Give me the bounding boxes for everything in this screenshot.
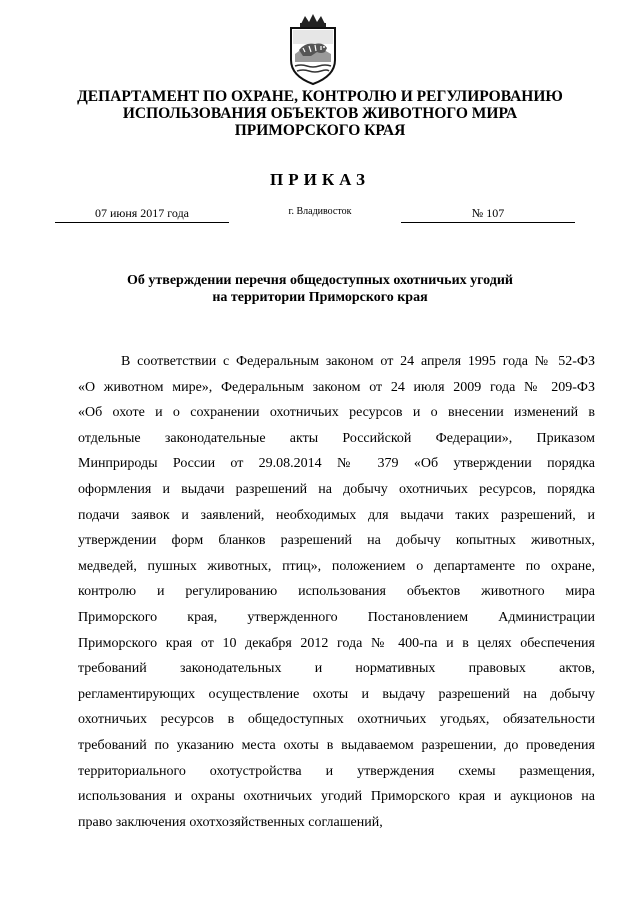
department-name	[60, 88, 580, 139]
department-line-1: ДЕПАРТАМЕНТ ПО ОХРАНЕ, КОНТРОЛЮ И РЕГУЛИРОВАНИЮ	[77, 88, 563, 105]
department-line-3: ПРИМОРСКОГО КРАЯ	[234, 122, 406, 139]
body-line: право заключения охотхозяйственных соглашений,	[78, 814, 383, 830]
body-line: территориального охотустройства и утверждения схемы размещения,	[78, 763, 595, 779]
body-line: требований законодательных и нормативных правовых актов,	[78, 661, 595, 677]
body-line: Минприроды России от 29.08.2014 № 379 «Об утверждении порядка	[78, 456, 595, 472]
body-line: требований по указанию места охоты в выдаваемом разрешении, до проведения	[78, 737, 595, 753]
order-date: 07 июня 2017 года	[55, 206, 229, 223]
order-title: ПРИКАЗ	[270, 170, 370, 189]
body-line: «Об охоте и о сохранении охотничьих ресурсов и о внесении изменений в	[78, 405, 595, 421]
body-line: подачи заявок и заявлений, необходимых для выдачи таких разрешений, и	[78, 507, 595, 523]
body-line: Приморского края от 10 декабря 2012 года № 400-па и в целях обеспечения	[78, 635, 595, 651]
department-line-2: ИСПОЛЬЗОВАНИЯ ОБЪЕКТОВ ЖИВОТНОГО МИРА	[122, 105, 518, 122]
body-line: использования и охраны охотничьих угодий Приморского края и аукционов на	[78, 789, 595, 805]
order-subject	[80, 272, 560, 306]
body-line: регламентирующих осуществление охоты и выдачу разрешений на добычу	[78, 686, 595, 702]
body-line: оформления и выдачи разрешений на добычу охотничьих ресурсов, порядка	[78, 481, 595, 497]
primorsky-coat-of-arms-icon	[281, 14, 345, 86]
order-number: № 107	[401, 206, 575, 223]
body-line: охотничьих ресурсов в общедоступных охотничьих угодьях, обязательности	[78, 712, 595, 728]
body-line: «О животном мире», Федеральным законом от 24 июля 2009 года № 209-ФЗ	[78, 379, 595, 395]
body-line: Приморского края, утвержденного Постановлением Администрации	[78, 609, 595, 625]
order-body	[78, 349, 595, 835]
body-line: В соответствии с Федеральным законом от 24 апреля 1995 года № 52-ФЗ	[121, 354, 595, 369]
body-line: отдельные законодательные акты Российской Федерации», Приказом	[78, 430, 595, 446]
body-line: утверждении форм бланков разрешений на добычу копытных животных,	[78, 533, 595, 549]
body-line: медведей, пушных животных, птиц», положением о департаменте по охране,	[78, 558, 595, 574]
subject-line-1: Об утверждении перечня общедоступных охотничьих угодий	[127, 273, 513, 288]
body-line: контролю и регулированию использования объектов животного мира	[78, 584, 595, 600]
subject-line-2: на территории Приморского края	[212, 290, 428, 305]
order-city: г. Владивосток	[288, 206, 352, 217]
